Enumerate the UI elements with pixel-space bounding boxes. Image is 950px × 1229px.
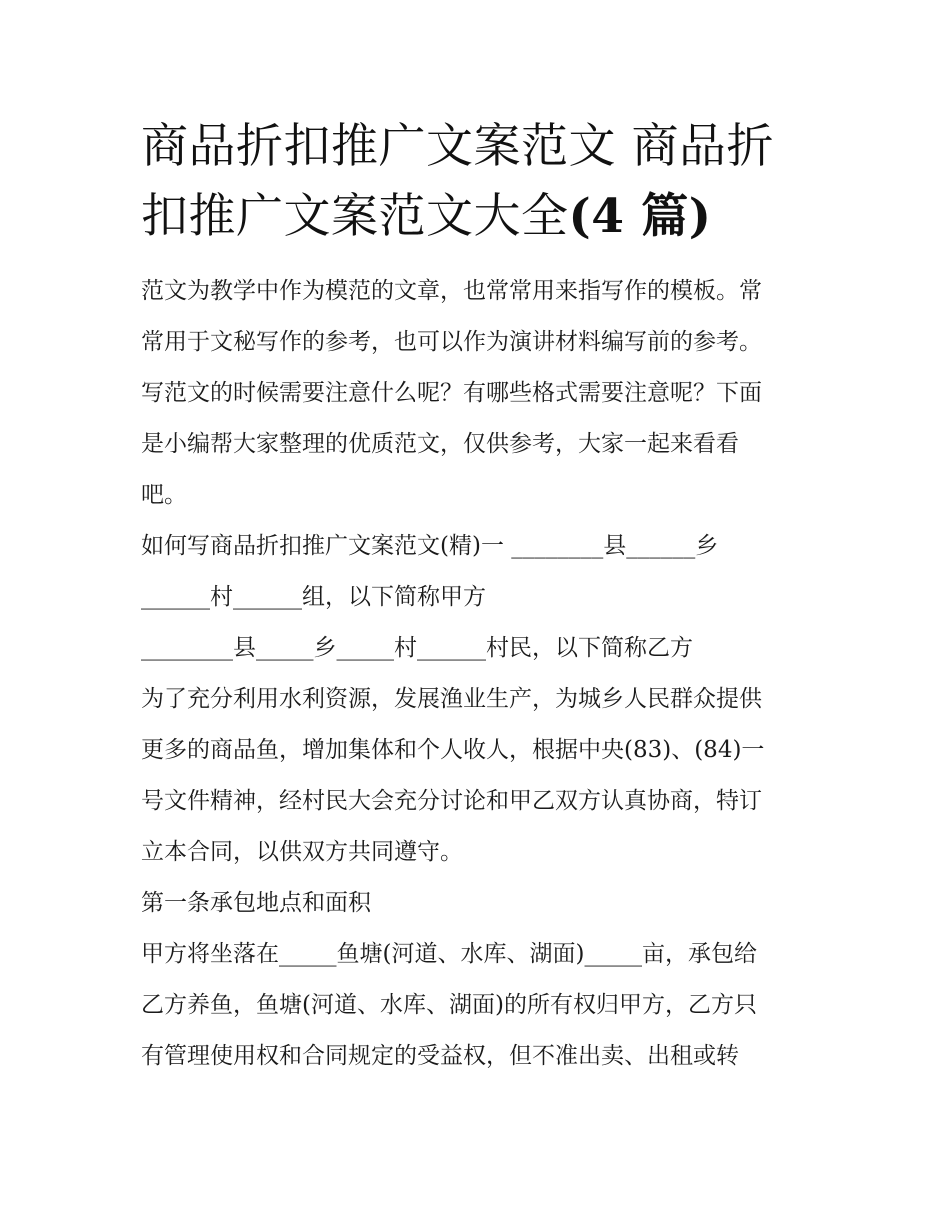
paragraph-line: 乙方养鱼，鱼塘(河道、水库、湖面)的所有权归甲方，乙方只	[141, 992, 757, 1018]
title-suffix: (4 篇)	[568, 189, 712, 244]
paragraph-line: 立本合同，以供双方共同遵守。	[141, 839, 463, 865]
party-b-paragraph	[141, 623, 821, 674]
paragraph-line: ________县_____乡_____村______村民，以下简称乙方	[141, 635, 693, 661]
document-title	[141, 112, 821, 252]
paragraph-line: 是小编帮大家整理的优质范文，仅供参考，大家一起来看看	[141, 431, 739, 457]
article-one-paragraph	[141, 929, 821, 1082]
paragraph-line: 为了充分利用水利资源，发展渔业生产，为城乡人民群众提供	[141, 686, 762, 712]
title-line: 商品折扣推广文案范文 商品折	[141, 119, 774, 174]
title-line-text: 扣推广文案范文大全	[141, 189, 569, 244]
paragraph-line: 甲方将坐落在_____鱼塘(河道、水库、湖面)_____亩，承包给	[141, 941, 757, 967]
intro-paragraph	[141, 266, 821, 521]
article-one-heading	[141, 878, 821, 929]
paragraph-line: 吧。	[141, 482, 187, 508]
purpose-paragraph	[141, 674, 821, 878]
paragraph-line: 号文件精神，经村民大会充分讨论和甲乙双方认真协商，特订	[141, 788, 762, 814]
party-a-paragraph	[141, 521, 821, 623]
paragraph-line: 更多的商品鱼，增加集体和个人收人，根据中央(83)、(84)一	[141, 737, 765, 763]
title-line	[141, 182, 821, 252]
paragraph-line: ______村______组，以下简称甲方	[141, 584, 486, 610]
paragraph-line: 常用于文秘写作的参考，也可以作为演讲材料编写前的参考。	[141, 329, 762, 355]
paragraph-line: 第一条承包地点和面积	[141, 890, 371, 916]
paragraph-line: 有管理使用权和合同规定的受益权，但不准出卖、出租或转	[141, 1043, 739, 1069]
paragraph-line: 如何写商品折扣推广文案范文(精)一 ________县______乡	[141, 533, 719, 559]
paragraph-line: 范文为教学中作为模范的文章，也常常用来指写作的模板。常	[141, 278, 762, 304]
document-content	[141, 112, 821, 1082]
paragraph-line: 写范文的时候需要注意什么呢？有哪些格式需要注意呢？下面	[141, 380, 762, 406]
